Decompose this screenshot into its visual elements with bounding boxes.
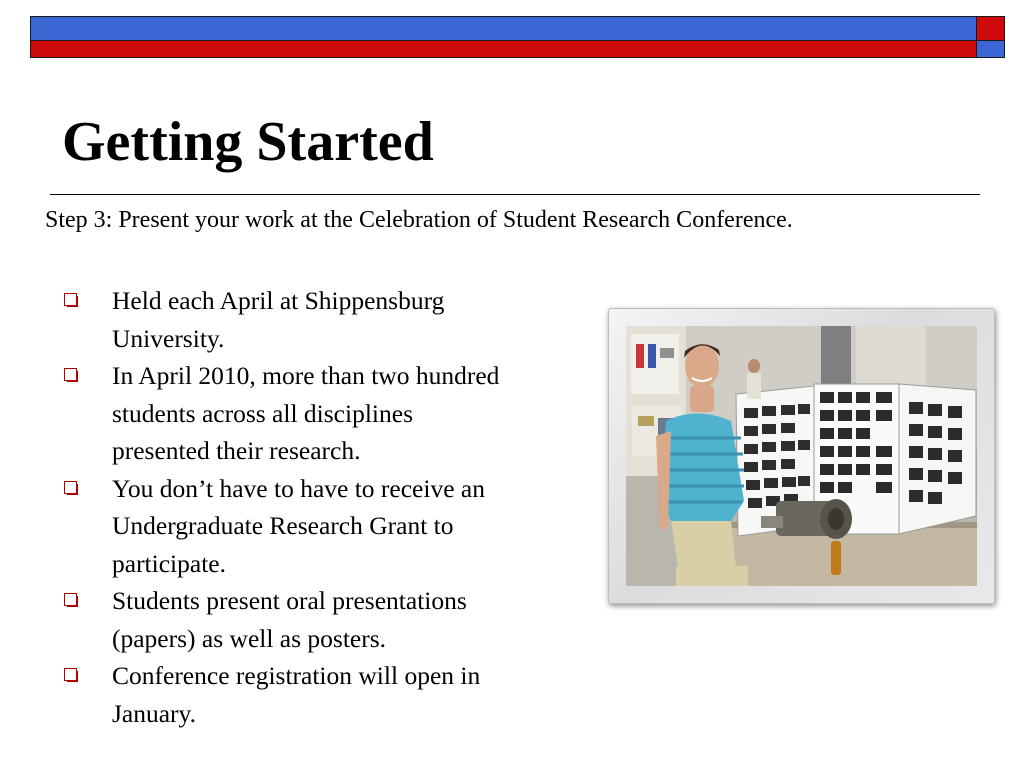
bullet-item — [60, 470, 600, 583]
bullet-line: presented their research. — [112, 436, 361, 465]
bullet-line: students across all disciplines — [112, 398, 413, 428]
bullet-line: In April 2010, more than two hundred — [112, 361, 500, 390]
bullet-list — [60, 282, 600, 732]
student-with-poster-photo — [626, 326, 977, 586]
square-checkbox-icon — [64, 368, 77, 381]
bullet-line: University. — [112, 323, 225, 353]
square-checkbox-icon — [64, 481, 77, 494]
bullet-line: Students present oral presentations — [112, 586, 467, 615]
header-decoration-bar — [30, 16, 1005, 58]
bullet-line: You don’t have to have to receive an — [112, 473, 485, 503]
square-checkbox-icon — [64, 668, 77, 681]
header-red-stripe — [30, 41, 977, 58]
header-red-square — [977, 16, 1005, 41]
slide-subtitle: Step 3: Present your work at the Celebration of Student Research Conference. — [45, 207, 793, 233]
bullet-line: participate. — [112, 548, 226, 578]
bullet-line: (papers) as well as posters. — [112, 623, 387, 653]
bullet-item — [60, 657, 600, 732]
bullet-line: January. — [112, 698, 197, 728]
bullet-line: Conference registration will open in — [112, 661, 481, 690]
header-blue-stripe — [30, 16, 977, 41]
title-divider — [50, 194, 980, 195]
square-checkbox-icon — [64, 293, 77, 306]
bullet-line: Undergraduate Research Grant to — [112, 511, 454, 540]
bullet-item — [60, 282, 600, 357]
header-blue-square — [977, 41, 1005, 58]
square-checkbox-icon — [64, 593, 77, 606]
bullet-item — [60, 357, 600, 470]
bullet-item — [60, 582, 600, 657]
slide-title: Getting Started — [62, 111, 434, 173]
bullet-line: Held each April at Shippensburg — [112, 286, 445, 315]
photo-frame — [608, 308, 995, 604]
